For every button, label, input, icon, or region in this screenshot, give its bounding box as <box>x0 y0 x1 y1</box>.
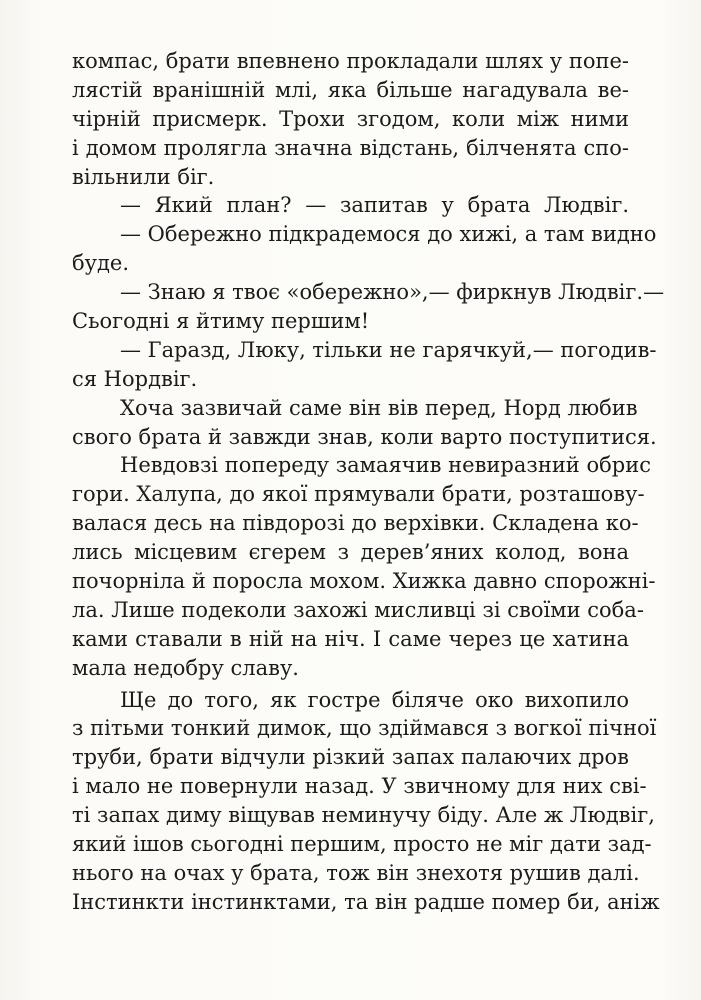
text-line: ті запах диму віщував неминучу біду. Але ж Людвіг, <box>72 803 655 828</box>
text-line: свого брата й завжди знав, коли варто поступитися. <box>72 424 657 449</box>
text-line: Інстинкти інстинктами, та він радше помер би, аніж <box>72 889 660 914</box>
text-line: Невдовзі попереду замаячив невиразний обрис <box>120 453 651 478</box>
text-line: компас, брати впевнено прокладали шлях у попе- <box>72 49 629 73</box>
text-line: почорніла й поросла мохом. Хижка давно спорожні- <box>72 569 656 594</box>
text-line: Сьогодні я йтиму першим! <box>72 309 370 334</box>
body-text <box>72 47 665 917</box>
text-line: ла. Лише подеколи захожі мисливці зі своїми соба- <box>72 597 644 622</box>
text-line: з пітьми тонкий димок, що здіймався з вогкої пічної <box>72 716 657 741</box>
text-line: — Гаразд, Люку, тільки не гарячкуй,— погодив- <box>120 337 657 362</box>
text-line: ся Нордвіг. <box>72 366 198 391</box>
text-line: вільнили біг. <box>72 164 215 189</box>
text-line: валася десь на півдорозі до верхівки. Складена ко- <box>72 511 639 536</box>
text-line: мала недобру славу. <box>72 655 299 680</box>
text-line: — Знаю я твоє «обережно»,— фиркнув Людвіг.— <box>120 280 665 305</box>
text-line: лись місцевим єгерем з дерев’яних колод, вона <box>72 540 629 565</box>
text-line: буде. <box>72 251 130 276</box>
text-line: нього на очах у брата, тож він знехотя рушив далі. <box>72 860 640 885</box>
text-line: чірній присмерк. Трохи згодом, коли між ними <box>72 106 629 131</box>
text-line: — Обережно підкрадемося до хижі, а там видно <box>120 222 657 247</box>
text-line: — Який план? — запитав у брата Людвіг. <box>120 193 629 218</box>
text-line: Ще до того, як гостре біляче око вихопило <box>120 687 629 712</box>
text-line: ками ставали в ній на ніч. І саме через це хатина <box>72 626 629 651</box>
text-line: який ішов сьогодні першим, просто не міг дати зад- <box>72 832 652 857</box>
text-line: гори. Халупа, до якої прямували брати, розташову- <box>72 482 645 507</box>
text-line: і мало не повернули назад. У звичному для них сві- <box>72 774 647 799</box>
text-line: і домом пролягла значна відстань, білченята спо- <box>72 135 629 160</box>
text-line: труби, брати відчули різкий запах палаючих дров <box>72 745 629 770</box>
text-line: Хоча зазвичай саме він вів перед, Норд любив <box>120 395 638 420</box>
text-line: лястій вранішній млі, яка більше нагадувала ве- <box>72 77 629 102</box>
